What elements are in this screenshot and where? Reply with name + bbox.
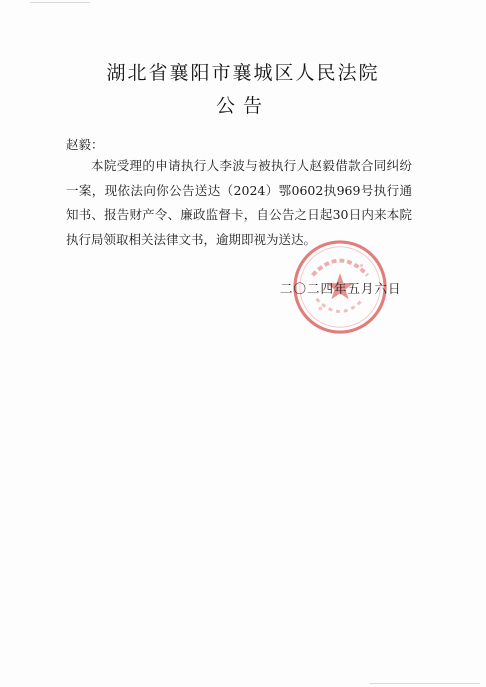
issue-date: 二〇二四年五月六日 — [280, 281, 402, 296]
addressee: 赵毅： — [66, 137, 104, 152]
court-name: 湖北省襄阳市襄城区人民法院 — [106, 62, 380, 84]
document-title: 公告 — [215, 95, 270, 117]
scan-edge-top — [30, 2, 90, 3]
scan-edge-bottom — [370, 683, 480, 684]
notice-body: 本院受理的申请执行人李波与被执行人赵毅借款合同纠纷一案，现依法向你公告送达（2024）鄂0602执969号执行通知书、报告财产令、廉政监督卡，自公告之日起30日内来本院执行局领取相关法律文书，逾期即视为送达。 — [66, 158, 412, 247]
